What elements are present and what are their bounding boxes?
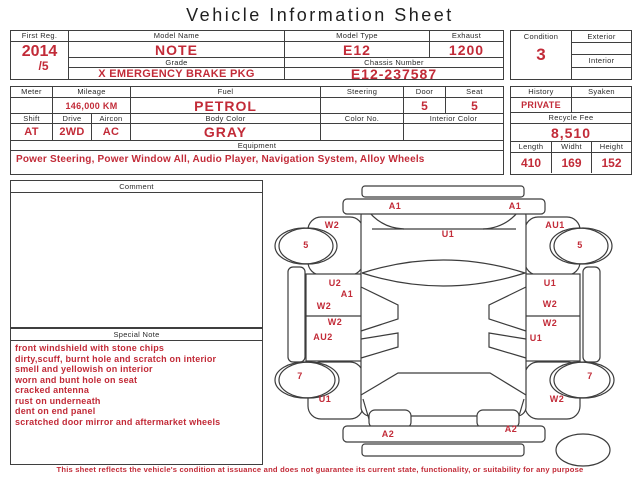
recycle-fee-label: Recycle Fee xyxy=(511,113,631,124)
history-label: History xyxy=(511,87,572,98)
damage-code-label: W2 xyxy=(549,394,565,404)
door-value: 5 xyxy=(404,98,446,114)
condition-value: 3 xyxy=(536,44,546,64)
damage-code-label: W2 xyxy=(324,220,340,230)
special-note-line: dent on end panel xyxy=(15,406,96,416)
sill-right xyxy=(583,267,600,362)
specs-table xyxy=(10,86,504,175)
damage-code-label: 7 xyxy=(587,371,593,381)
model-name-value: NOTE xyxy=(69,42,285,58)
interior-value xyxy=(572,68,631,79)
door-label: Door xyxy=(404,87,446,98)
syaken-label: Syaken xyxy=(572,87,631,98)
damage-code-label: U1 xyxy=(529,333,543,343)
shift-value: AT xyxy=(11,124,53,141)
damage-code-label: U1 xyxy=(441,229,455,239)
seat-value: 5 xyxy=(446,98,503,114)
mileage-label: Mileage xyxy=(53,87,131,98)
damage-code-label: U2 xyxy=(328,278,342,288)
width-value: 169 xyxy=(552,153,592,173)
length-value: 410 xyxy=(511,153,552,173)
special-note-line: front windshield with stone chips xyxy=(15,343,165,353)
chassis-number-value: E12-237587 xyxy=(350,68,438,79)
seat-label: Seat xyxy=(446,87,503,98)
width-label: Widht xyxy=(552,142,592,153)
damage-code-label: W2 xyxy=(542,318,558,328)
drive-value: 2WD xyxy=(53,124,92,141)
damage-code-label: A1 xyxy=(340,289,354,299)
exhaust-value: 1200 xyxy=(430,42,503,58)
identity-table xyxy=(10,30,504,80)
equipment-label: Equipment xyxy=(11,141,503,151)
comment-body xyxy=(11,193,262,328)
interior-color-value xyxy=(404,124,503,141)
damage-code-label: W2 xyxy=(542,299,558,309)
front-bumper-outer xyxy=(362,186,524,197)
comment-box xyxy=(10,180,263,328)
recycle-fee-value: 8,510 xyxy=(511,124,631,142)
damage-code-label: W2 xyxy=(327,317,343,327)
rear-bumper-outer xyxy=(362,444,524,456)
history-panel xyxy=(510,86,632,175)
first-reg-value xyxy=(11,42,69,79)
model-type-label: Model Type xyxy=(285,31,430,42)
damage-code-label: A1 xyxy=(388,201,402,211)
damage-code-label: 5 xyxy=(577,240,583,250)
damage-code-label: A2 xyxy=(381,429,395,439)
first-reg-label: First Reg. xyxy=(11,31,69,42)
page-title: Vehicle Information Sheet xyxy=(186,5,454,25)
model-type-value: E12 xyxy=(285,42,430,58)
shift-label: Shift xyxy=(11,114,53,124)
wheel-rear-right xyxy=(554,362,614,398)
damage-code-label: W2 xyxy=(316,301,332,311)
color-no-value xyxy=(321,124,404,141)
condition-cell xyxy=(511,31,572,79)
steering-label: Steering xyxy=(321,87,404,98)
syaken-value xyxy=(572,98,631,113)
aircon-label: Aircon xyxy=(92,114,131,124)
first-reg-month: /5 xyxy=(38,59,49,73)
body-color-label: Body Color xyxy=(131,114,321,124)
exhaust-label: Exhaust xyxy=(430,31,503,42)
grade-label: Grade xyxy=(69,58,285,68)
aircon-value: AC xyxy=(92,124,131,141)
condition-label: Condition xyxy=(523,32,559,41)
chassis-number-label: Chassis Number xyxy=(285,58,503,68)
first-reg-year: 2014 xyxy=(21,43,58,60)
comment-header: Comment xyxy=(11,181,262,193)
damage-code-label: U1 xyxy=(318,394,332,404)
damage-code-label: 7 xyxy=(297,371,303,381)
height-label: Height xyxy=(592,142,631,153)
special-note-box xyxy=(10,328,263,465)
damage-code-label: AU2 xyxy=(313,332,333,342)
mileage-value: 146,000 KM xyxy=(53,98,131,114)
meter-value xyxy=(11,98,53,114)
grade-value: X EMERGENCY BRAKE PKG xyxy=(69,68,285,79)
special-note-line: smell and yellowish on interior xyxy=(15,364,153,374)
fuel-value: PETROL xyxy=(131,98,321,114)
special-note-header: Special Note xyxy=(11,329,262,341)
condition-panel xyxy=(510,30,632,80)
tail-tab-left xyxy=(369,410,411,428)
wheel-front-right xyxy=(554,228,612,264)
car-diagram xyxy=(268,178,620,470)
interior-color-label: Interior Color xyxy=(404,114,503,124)
exterior-label: Exterior xyxy=(572,31,631,43)
special-note-body xyxy=(11,341,262,429)
special-note-line: scratched door mirror and aftermarket wheels xyxy=(15,416,221,427)
damage-code-label: A1 xyxy=(508,201,522,211)
damage-code-label: 5 xyxy=(303,240,309,250)
damage-code-label: U1 xyxy=(543,278,557,288)
disclaimer-text: This sheet reflects the vehicle's condition at issuance and does not guarantee its current state, functionality, or suitability for any purpose xyxy=(56,465,584,474)
history-value: PRIVATE xyxy=(511,98,572,113)
meter-label: Meter xyxy=(11,87,53,98)
special-note-line: dirty,scuff, burnt hole and scratch on interior xyxy=(15,353,217,364)
exterior-value xyxy=(572,43,631,55)
damage-code-label: AU1 xyxy=(545,220,565,230)
special-note-line: cracked antenna xyxy=(15,385,90,395)
spare-wheel xyxy=(556,434,610,466)
equipment-value: Power Steering, Power Window All, Audio Player, Navigation System, Alloy Wheels xyxy=(16,154,425,165)
damage-code-label: A2 xyxy=(504,424,518,434)
fuel-label: Fuel xyxy=(131,87,321,98)
model-name-label: Model Name xyxy=(69,31,285,42)
special-note-line: worn and bunt hole on seat xyxy=(15,374,138,385)
drive-label: Drive xyxy=(53,114,92,124)
wheel-rear-left xyxy=(275,362,335,398)
length-label: Length xyxy=(511,142,552,153)
body-color-value: GRAY xyxy=(131,124,321,141)
height-value: 152 xyxy=(601,156,622,170)
special-note-line: rust on underneath xyxy=(15,395,101,406)
steering-value xyxy=(321,98,404,114)
sill-left xyxy=(288,267,305,362)
interior-label: Interior xyxy=(572,55,631,68)
color-no-label: Color No. xyxy=(321,114,404,124)
